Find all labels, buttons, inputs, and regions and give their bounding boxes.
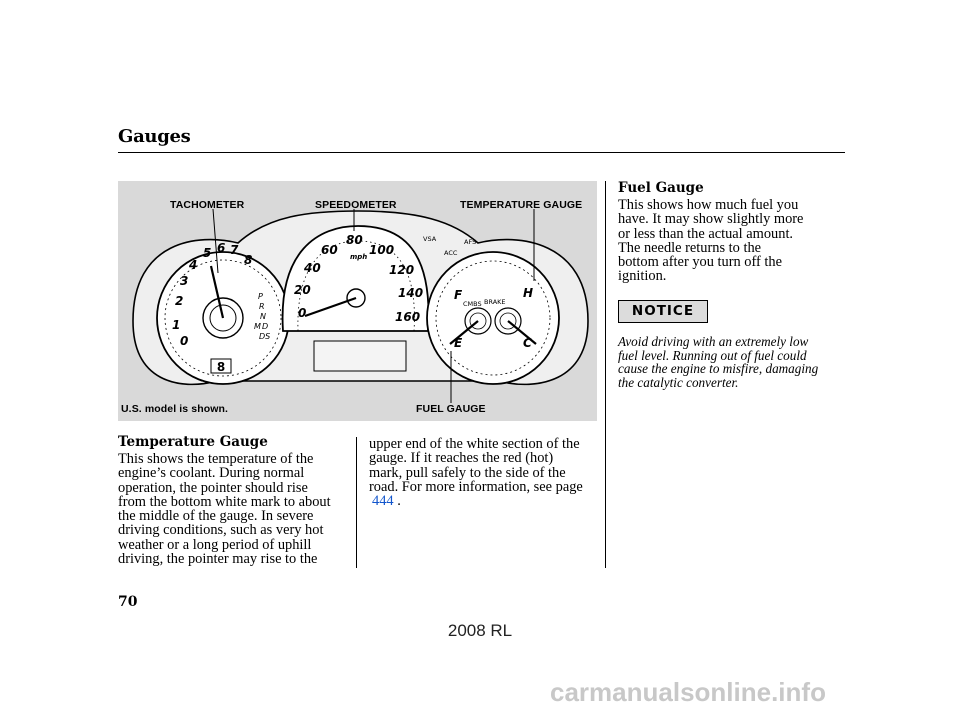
text-line: driving conditions, such as very hot	[118, 522, 324, 539]
footer-model: 2008 RL	[447, 621, 513, 640]
indicator-label: ACC	[444, 249, 458, 257]
indicator-label: AFS	[464, 238, 477, 246]
tach-number: 2	[175, 294, 184, 308]
text-line	[369, 494, 583, 508]
text-line: engine’s coolant. During normal	[118, 465, 305, 482]
text-line: the middle of the gauge. In severe	[118, 508, 314, 525]
text-line: gauge. If it reaches the red (hot)	[369, 450, 554, 467]
tach-number: 4	[189, 258, 198, 272]
speed-number: 140	[398, 286, 424, 300]
tach-number: 8	[244, 253, 253, 267]
tach-number: 1	[172, 318, 181, 332]
instrument-cluster-illustration	[118, 181, 597, 421]
notice-badge	[618, 300, 708, 323]
gear-letter: DS	[259, 332, 271, 341]
text-line: driving, the pointer may rise to the	[118, 551, 318, 568]
speedometer-callout: SPEEDOMETER	[315, 199, 397, 211]
text-line: operation, the pointer should rise	[118, 479, 308, 496]
column-divider	[356, 437, 357, 568]
text-line: This shows how much fuel you	[618, 197, 799, 213]
page-number: 70	[118, 594, 138, 610]
temp-letter: H	[523, 286, 534, 300]
text-line: fuel level. Running out of fuel could	[618, 347, 807, 363]
title-rule	[118, 152, 845, 153]
text-line: or less than the actual amount.	[618, 225, 794, 242]
fuel-gauge-callout: FUEL GAUGE	[416, 403, 486, 415]
tach-number: 5	[203, 246, 212, 260]
svg-text:8: 8	[216, 360, 226, 374]
text-line: road. For more information, see page	[369, 478, 583, 495]
tachometer-callout: TACHOMETER	[170, 199, 245, 211]
temp-letter: C	[523, 336, 532, 350]
gear-letter: N	[260, 312, 266, 321]
speed-number: 40	[304, 261, 321, 275]
page-ref-suffix: .	[397, 493, 401, 510]
speed-number: 60	[321, 243, 338, 257]
page-reference-link[interactable]: 444	[372, 493, 394, 510]
indicator-label: VSA	[423, 235, 437, 243]
notice-text	[618, 335, 818, 389]
gear-letter: R	[259, 302, 265, 311]
fuel-temp-dial	[427, 252, 559, 384]
indicator-label: CMBS	[463, 300, 482, 308]
text-line: upper end of the white section of the	[369, 436, 580, 452]
text-line: have. It may show slightly more	[618, 211, 804, 228]
text-line: mark, pull safely to the side of the	[369, 464, 566, 481]
indicator-label: BRAKE	[484, 298, 506, 306]
text-line: bottom after you turn off the	[618, 254, 782, 271]
speed-number: 120	[389, 263, 415, 277]
speed-number: 100	[369, 243, 395, 257]
watermark: carmanualsonline.info	[550, 677, 826, 707]
fuel-letter: E	[454, 336, 463, 350]
text-line: from the bottom white mark to about	[118, 493, 331, 510]
speed-number: 80	[346, 233, 363, 247]
fuel-gauge-text	[618, 198, 803, 284]
column-divider	[605, 181, 606, 568]
gear-letter: P	[258, 292, 263, 301]
tach-number: 6	[217, 241, 226, 255]
speed-unit: mph	[350, 253, 368, 261]
text-line: Avoid driving with an extremely low	[618, 334, 809, 349]
temperature-gauge-callout: TEMPERATURE GAUGE	[460, 199, 583, 211]
instrument-cluster-figure	[118, 181, 597, 421]
text-line: This shows the temperature of the	[118, 451, 314, 467]
text-line: cause the engine to misfire, damaging	[618, 361, 819, 377]
gear-letter: M	[254, 322, 261, 331]
tach-number: 0	[180, 334, 189, 348]
speed-number: 160	[395, 310, 421, 324]
tach-number: 7	[230, 243, 239, 257]
temperature-text-col1	[118, 452, 331, 566]
text-line: weather or a long period of uphill	[118, 536, 312, 553]
fuel-letter: F	[454, 288, 463, 302]
fuel-gauge-heading: Fuel Gauge	[618, 180, 704, 196]
tach-number: 3	[180, 274, 189, 288]
notice-label: NOTICE	[631, 303, 695, 319]
text-line: The needle returns to the	[618, 239, 762, 256]
temperature-text-col2	[369, 437, 583, 508]
text-line: ignition.	[618, 268, 667, 285]
model-note: U.S. model is shown.	[121, 403, 229, 415]
temperature-gauge-heading: Temperature Gauge	[118, 434, 268, 450]
gear-letter: D	[262, 322, 269, 331]
speed-number: 20	[294, 283, 311, 297]
page-title: Gauges	[118, 126, 191, 147]
text-line: the catalytic converter.	[618, 374, 739, 390]
speed-number: 0	[298, 306, 307, 320]
